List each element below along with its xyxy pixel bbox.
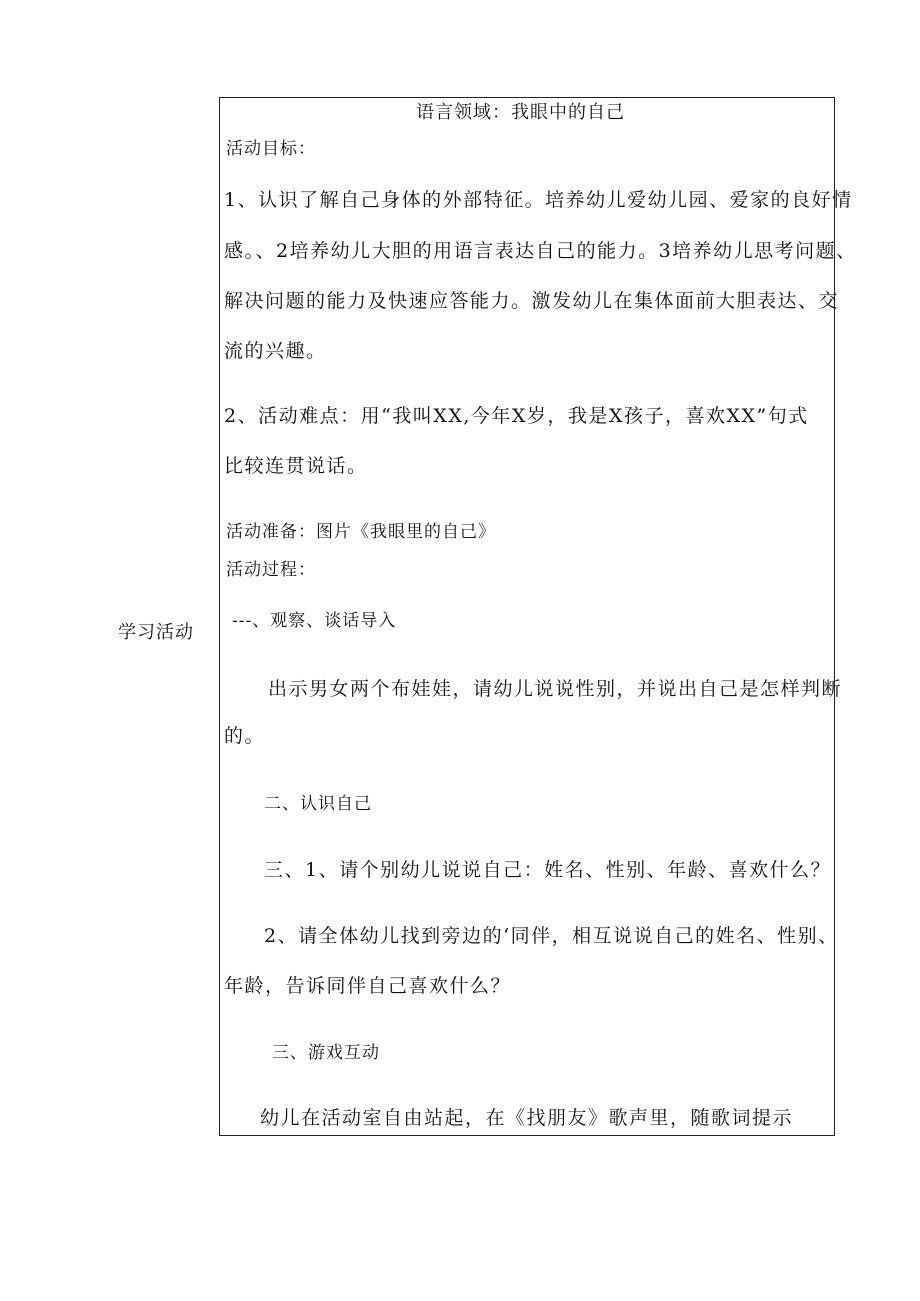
step3-b-line-1: 2、请全体幼儿找到旁边的‘同伴，相互说说自己的姓名、性别、: [264, 925, 839, 947]
step3-a: 三、1、请个别幼儿说说自己：姓名、性别、年龄、喜欢什么？: [264, 859, 832, 881]
difficulty-line-1: 2、活动难点：用“我叫XX,今年X岁，我是X孩子，喜欢XX”句式: [224, 405, 809, 427]
goals-line-3: 解决问题的能力及快速应答能力。激发幼儿在集体面前大胆表达、交: [224, 290, 840, 312]
step4-text: 幼儿在活动室自由站起，在《找朋友》歌声里，随歌词提示: [260, 1107, 794, 1129]
preparation: 活动准备：图片《我眼里的自己》: [226, 522, 496, 542]
document-title: 语言领域：我眼中的自己: [416, 102, 625, 123]
process-heading: 活动过程：: [226, 560, 316, 580]
goals-heading: 活动目标：: [226, 139, 316, 159]
step4-heading: 三、游戏互动: [272, 1043, 380, 1063]
goals-line-2: 感。、2培养幼儿大胆的用语言表达自己的能力。3培养幼儿思考问题、: [224, 240, 857, 262]
step3-b-line-2: 年龄，告诉同伴自己喜欢什么？: [224, 975, 512, 997]
step1-text-line-2: 的。: [224, 725, 266, 747]
goals-line-1: 1、认识了解自己身体的外部特征。培养幼儿爱幼儿园、爱家的良好情: [224, 189, 853, 211]
side-label: 学习活动: [118, 622, 194, 643]
step1-text-line-1: 出示男女两个布娃娃，请幼儿说说性别，并说出自己是怎样判断: [268, 678, 843, 700]
activity-table-cell: [219, 97, 857, 1136]
difficulty-line-2: 比较连贯说话。: [224, 455, 368, 477]
step1-heading: ---、观察、谈话导入: [232, 611, 397, 631]
step2-heading: 二、认识自己: [264, 794, 372, 814]
goals-line-4: 流的兴趣。: [224, 340, 327, 362]
